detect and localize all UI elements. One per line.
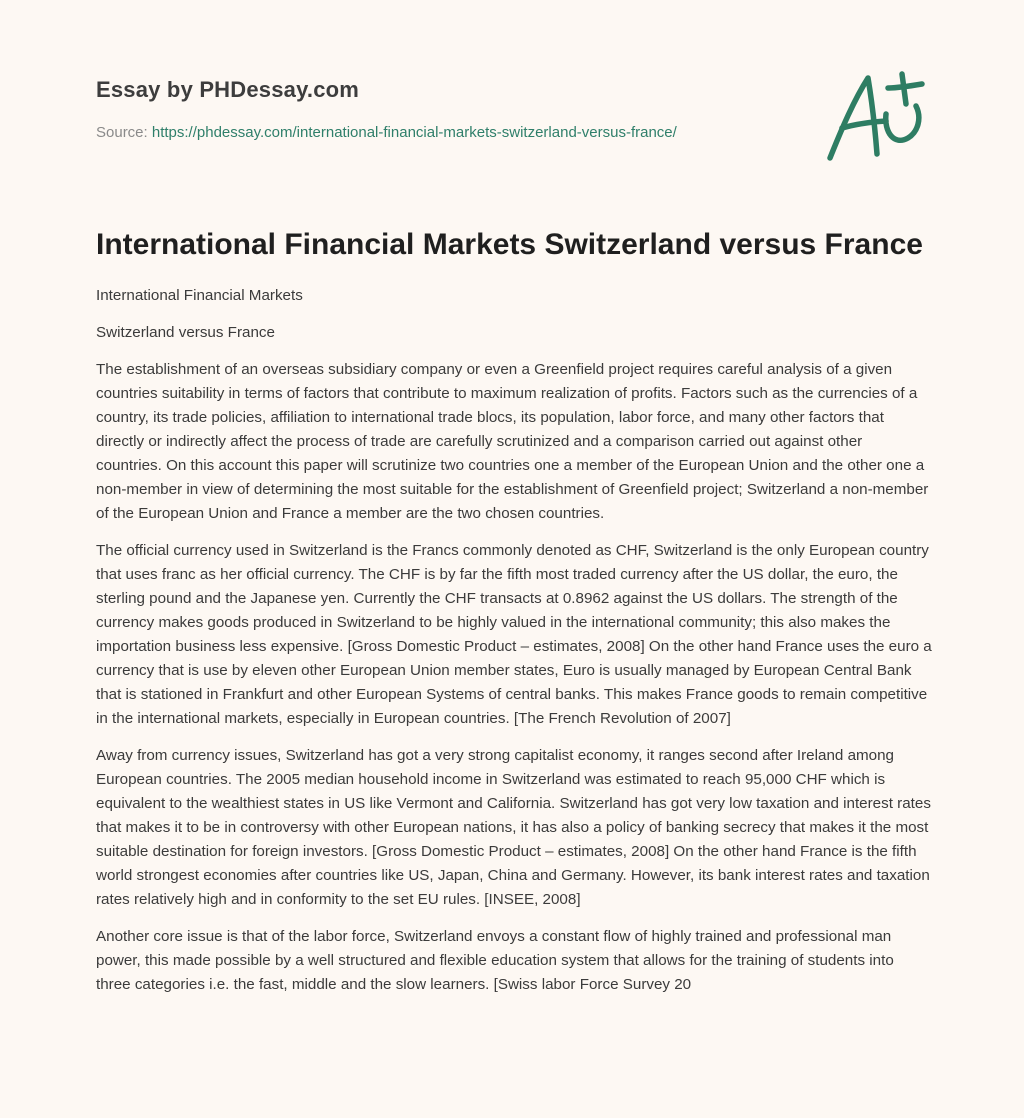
- site-brand: Essay by PHDessay.com: [96, 77, 360, 102]
- essay-subhead-2: Switzerland versus France: [96, 324, 275, 341]
- essay-paragraph-3: Away from currency issues, Switzerland has got a very strong capitalist economy, it ranges second after Ireland among European countries. The 2005 median household income in Switzerland was estimated to reach 95,000 CHF which is equivalent to the wealthiest states in US like Vermont and California. Switzerland has got very low taxation and interest rates that makes it to be in controversy with other European nations, it has also a policy of banking secrecy that makes it the most suitable destination for foreign investors. [Gross Domestic Product – estimates, 2008] On the other hand France is the fifth world strongest economies after countries like US, Japan, China and Germany. However, its bank interest rates and taxation rates relatively high and in conformity to the set EU rules. [INSEE, 2008]: [96, 747, 931, 908]
- essay-subhead-1: International Financial Markets: [96, 287, 303, 304]
- essay-paragraph-2: The official currency used in Switzerland is the Francs commonly denoted as CHF, Switzerland is the only European country that uses franc as her official currency. The CHF is by far the fifth most traded currency after the US dollar, the euro, the sterling pound and the Japanese yen. Currently the CHF transacts at 0.8962 against the US dollars. The strength of the currency makes goods produced in Switzerland to be highly valued in the international community; this also makes the importation business less expensive. [Gross Domestic Product – estimates, 2008] On the other hand France uses the euro a currency that is use by eleven other European Union member states, Euro is usually managed by European Central Bank that is stationed in Frankfurt and other European Systems of central banks. This makes France goods to remain competitive in the international markets, especially in European countries. [The French Revolution of 2007]: [96, 542, 932, 727]
- source-link[interactable]: https://phdessay.com/international-financial-markets-switzerland-versus-france/: [151, 124, 677, 141]
- source-line: [96, 123, 796, 143]
- source-label: Source:: [96, 124, 148, 141]
- essay-body: [96, 284, 932, 1010]
- essay-header: [96, 74, 796, 143]
- essay-title: International Financial Markets Switzerland versus France: [96, 228, 923, 261]
- a-plus-logo-icon: [820, 66, 928, 166]
- essay-paragraph-1: The establishment of an overseas subsidiary company or even a Greenfield project requires careful analysis of a given countries suitability in terms of factors that contribute to maximum realization of profits. Factors such as the currencies of a country, its trade policies, affiliation to international trade blocs, its population, labor force, and many other factors that directly or indirectly affect the process of trade are carefully scrutinized and a comparison carried out against other countries. On this account this paper will scrutinize two countries one a member of the European Union and the other one a non-member in view of determining the most suitable for the establishment of Greenfield project; Switzerland a non-member of the European Union and France a member are the two chosen countries.: [96, 361, 929, 522]
- essay-paragraph-4: Another core issue is that of the labor force, Switzerland envoys a constant flow of highly trained and professional man power, this made possible by a well structured and flexible education system that allows for the training of students into three categories i.e. the fast, middle and the slow learners. [Swiss labor Force Survey 20: [96, 928, 894, 993]
